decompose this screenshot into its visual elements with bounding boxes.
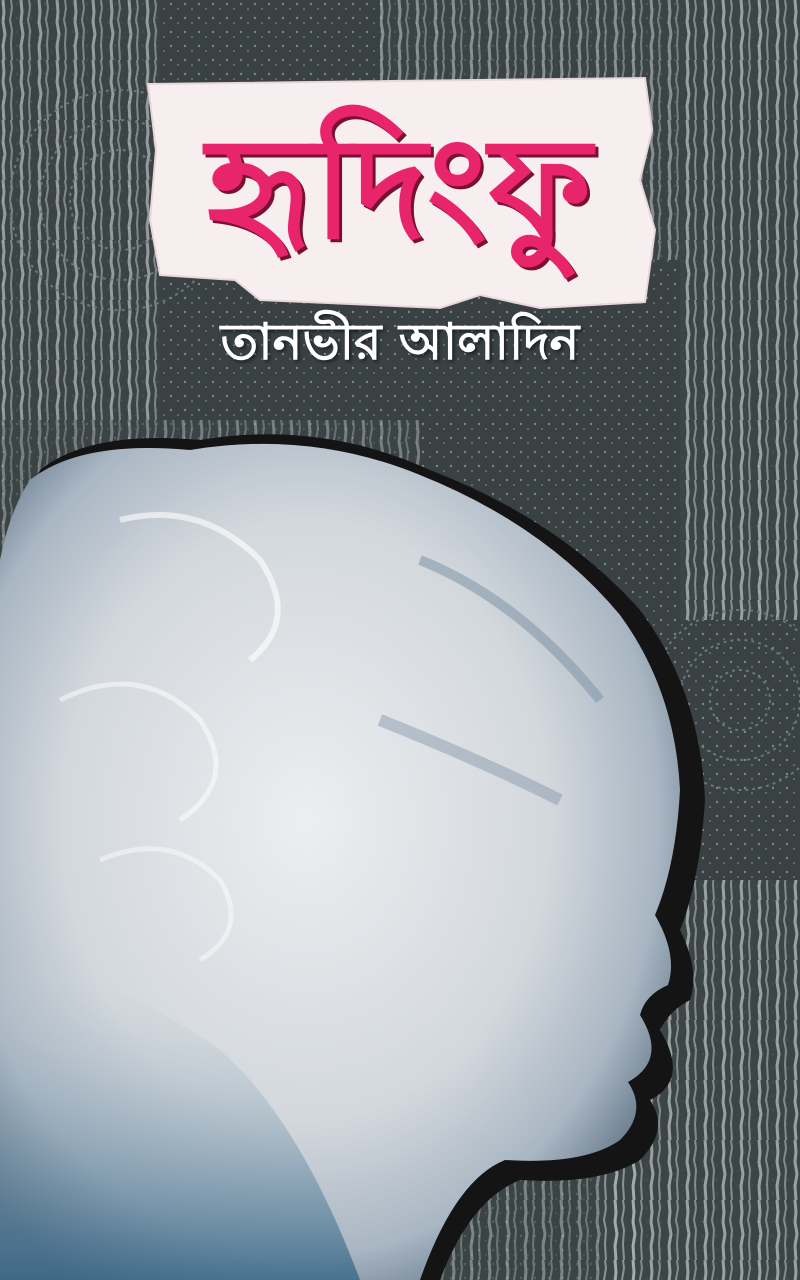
- author-name: তানভীর আলাদিন: [220, 313, 580, 371]
- book-title: হৃদিংফু: [206, 108, 594, 271]
